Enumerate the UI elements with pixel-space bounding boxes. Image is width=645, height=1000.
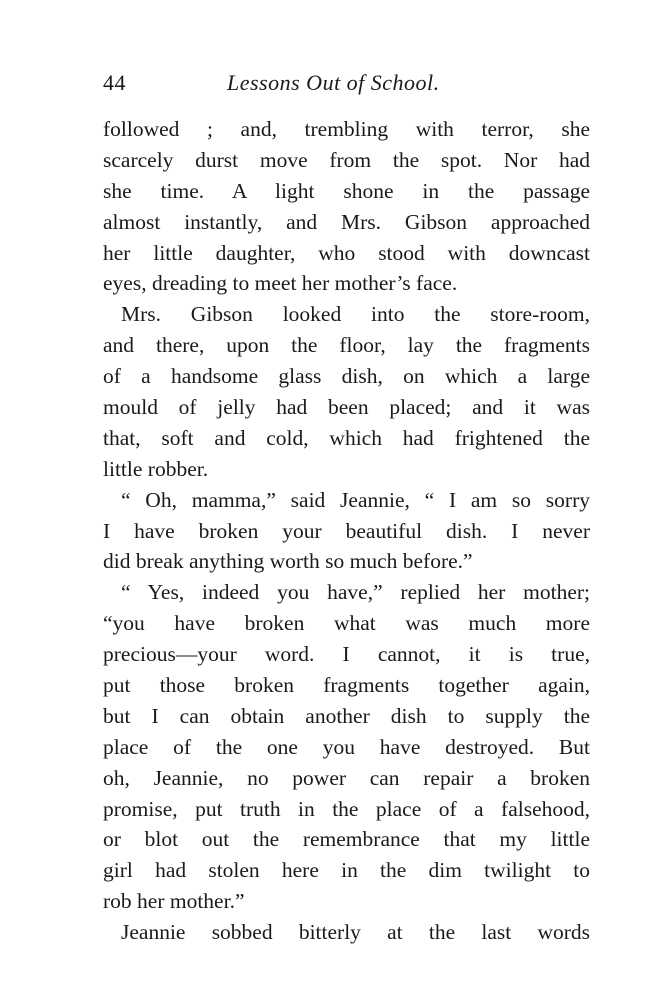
text-line: promise, put truth in the place of a falsehood, [103, 796, 590, 821]
text-line: or blot out the remembrance that my little [103, 827, 590, 852]
text-line: little robber. [103, 456, 209, 481]
text-line: Jeannie sobbed bitterly at the last words [121, 920, 590, 945]
text-line: rob her mother.” [103, 889, 245, 914]
text-line: I have broken your beautiful dish. I never [103, 518, 590, 543]
text-line: mould of jelly had been placed; and it was [103, 395, 590, 420]
body-text [103, 114, 590, 948]
text-line: precious—your word. I cannot, it is true, [103, 642, 590, 667]
text-line: eyes, dreading to meet her mother’s face. [103, 271, 458, 296]
text-line: that, soft and cold, which had frightened the [103, 425, 590, 450]
text-line: but I can obtain another dish to supply the [103, 703, 590, 728]
text-line: and there, upon the floor, lay the fragments [103, 333, 590, 358]
text-line: put those broken fragments together again, [103, 673, 590, 698]
text-line: girl had stolen here in the dim twilight to [103, 858, 590, 883]
page-header [103, 66, 590, 100]
text-line: oh, Jeannie, no power can repair a broken [103, 765, 590, 790]
text-line: “ Oh, mamma,” said Jeannie, “ I am so sorry [121, 487, 590, 512]
text-line: “ Yes, indeed you have,” replied her mother; [121, 580, 590, 605]
text-line: did break anything worth so much before.” [103, 549, 473, 574]
text-line: Mrs. Gibson looked into the store-room, [121, 302, 590, 327]
text-line: her little daughter, who stood with downcast [103, 240, 590, 265]
text-line: scarcely durst move from the spot. Nor had [103, 147, 590, 172]
text-line: followed ; and, trembling with terror, she [103, 117, 590, 141]
text-line: place of the one you have destroyed. But [103, 734, 590, 759]
text-line: almost instantly, and Mrs. Gibson approached [103, 209, 590, 234]
page-number: 44 [103, 70, 126, 95]
text-line: “you have broken what was much more [103, 611, 590, 636]
running-title: Lessons Out of School. [227, 70, 440, 95]
text-line: she time. A light shone in the passage [103, 178, 590, 203]
text-line: of a handsome glass dish, on which a large [103, 364, 590, 389]
